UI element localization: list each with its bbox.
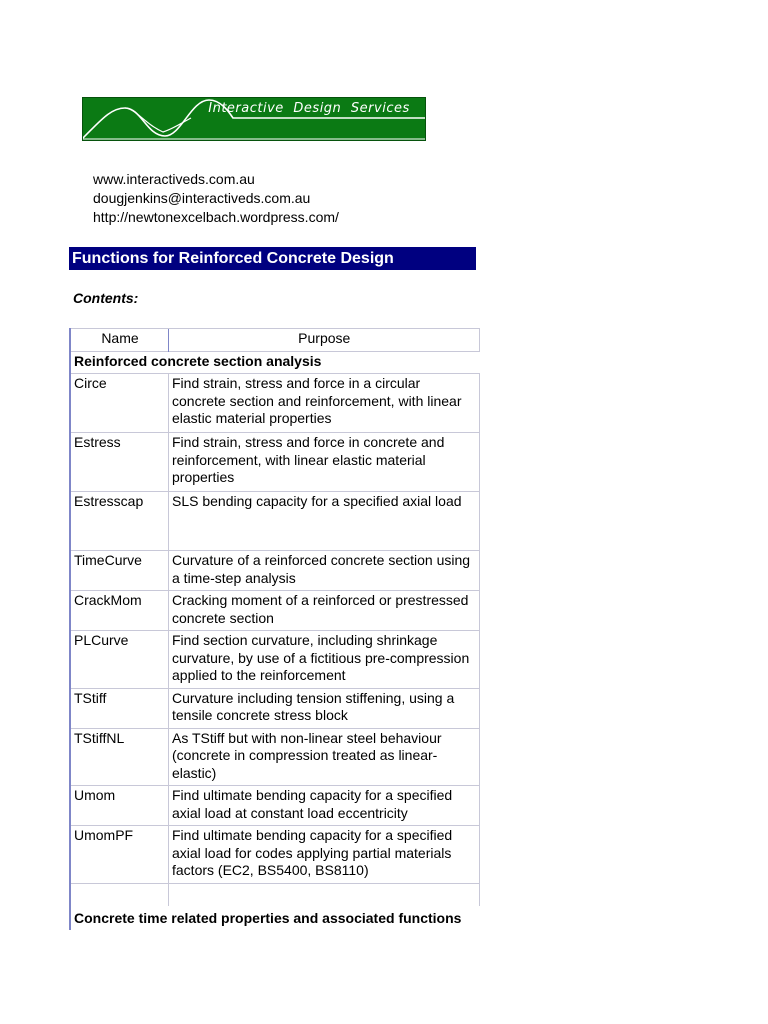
function-purpose: Curvature including tension stiffening, using a tensile concrete stress block bbox=[169, 688, 480, 728]
function-purpose: SLS bending capacity for a specified axial load bbox=[169, 492, 480, 551]
function-purpose: Find ultimate bending capacity for a specified axial load at constant load eccentricity bbox=[169, 786, 480, 826]
table-row bbox=[70, 433, 479, 492]
table-row bbox=[70, 374, 479, 433]
table-row bbox=[70, 728, 479, 786]
function-name: CrackMom bbox=[70, 591, 169, 631]
contents-label: Contents: bbox=[73, 290, 139, 306]
table-header-row bbox=[70, 329, 479, 352]
function-purpose: Find section curvature, including shrinkage curvature, by use of a fictitious pre-compression applied to the reinforcement bbox=[169, 631, 480, 689]
purpose-column-header: Purpose bbox=[169, 329, 480, 352]
name-column-header: Name bbox=[70, 329, 169, 352]
blog-link[interactable]: http://newtonexcelbach.wordpress.com/ bbox=[93, 209, 339, 225]
function-name: TimeCurve bbox=[70, 551, 169, 591]
function-purpose: Cracking moment of a reinforced or prestressed concrete section bbox=[169, 591, 480, 631]
functions-table bbox=[69, 328, 480, 930]
table-row bbox=[70, 551, 479, 591]
table-row bbox=[70, 591, 479, 631]
function-name: Estresscap bbox=[70, 492, 169, 551]
function-purpose: As TStiff but with non-linear steel behaviour (concrete in compression treated as linear-elastic) bbox=[169, 728, 480, 786]
function-name: UmomPF bbox=[70, 826, 169, 884]
blank-row bbox=[70, 883, 479, 906]
function-purpose: Find strain, stress and force in a circular concrete section and reinforcement, with linear elastic material properties bbox=[169, 374, 480, 433]
section-heading: Concrete time related properties and associated functions bbox=[74, 909, 462, 926]
website-link[interactable]: www.interactiveds.com.au bbox=[93, 171, 255, 187]
function-name: PLCurve bbox=[70, 631, 169, 689]
function-name: Umom bbox=[70, 786, 169, 826]
function-name: TStiff bbox=[70, 688, 169, 728]
ids-logo bbox=[82, 97, 426, 141]
table-row bbox=[70, 688, 479, 728]
function-name: Circe bbox=[70, 374, 169, 433]
function-purpose: Curvature of a reinforced concrete section using a time-step analysis bbox=[169, 551, 480, 591]
function-purpose: Find ultimate bending capacity for a specified axial load for codes applying partial materials factors (EC2, BS5400, BS8110) bbox=[169, 826, 480, 884]
contact-links bbox=[93, 170, 339, 227]
function-name: Estress bbox=[70, 433, 169, 492]
table-row bbox=[70, 492, 479, 551]
table-row bbox=[70, 786, 479, 826]
function-name: TStiffNL bbox=[70, 728, 169, 786]
section-heading: Reinforced concrete section analysis bbox=[74, 352, 322, 369]
table-row bbox=[70, 826, 479, 884]
page-title: Functions for Reinforced Concrete Design bbox=[69, 247, 476, 270]
email-link[interactable]: dougjenkins@interactiveds.com.au bbox=[93, 190, 311, 206]
section-heading-row bbox=[70, 906, 479, 931]
table-row bbox=[70, 631, 479, 689]
logo-text: Interactive Design Services bbox=[208, 101, 410, 116]
section-heading-row bbox=[70, 351, 479, 374]
function-purpose: Find strain, stress and force in concrete and reinforcement, with linear elastic material properties bbox=[169, 433, 480, 492]
